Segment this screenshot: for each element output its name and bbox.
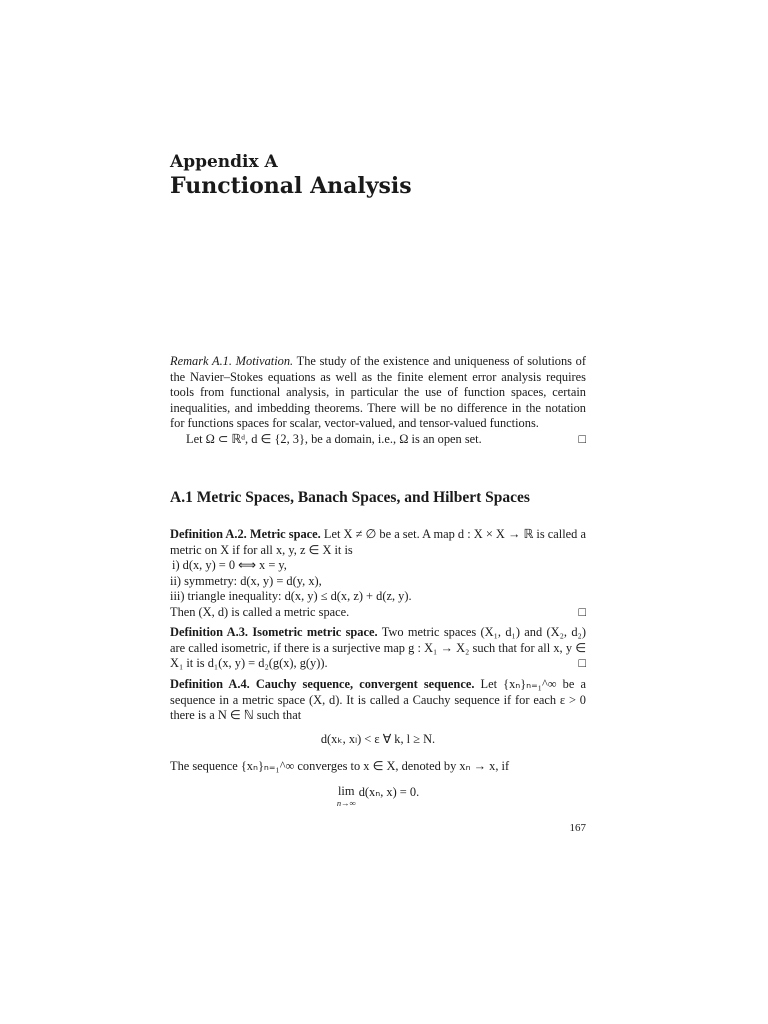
definition-a2 — [170, 527, 586, 621]
limit-expression: d(xₙ, x) = 0. — [358, 785, 420, 799]
section-title: A.1 Metric Spaces, Banach Spaces, and Hilbert Spaces — [170, 489, 530, 506]
def2-last-row — [170, 605, 586, 621]
def2-line-4: Then (X, d) is called a metric space. — [170, 604, 350, 619]
def2-line-2: ii) symmetry: d(x, y) = d(y, x), — [170, 573, 322, 588]
qed-symbol: □ — [578, 431, 586, 446]
display-equation-1: d(xₖ, xₗ) < ε ∀ k, l ≥ N. — [320, 732, 436, 746]
remark-block — [170, 354, 586, 448]
definition-a3 — [170, 625, 586, 672]
chapter-title: Functional Analysis — [170, 173, 412, 199]
def4-text2: The sequence {xₙ}ₙ₌₁^∞ converges to x ∈ X, denoted by xₙ → x, if — [170, 759, 510, 773]
def2-line-1: i) d(x, y) = 0 ⟺ x = y, — [172, 558, 287, 573]
def3-head: Definition A.3. Isometric metric space. — [170, 625, 378, 639]
definition-a4 — [170, 677, 586, 724]
limit-word: lim — [337, 784, 355, 798]
def2-line-0: Let X ≠ ∅ be a set. A map d : X × X → ℝ is called a metric on X if for all x, y, z ∈ X it is — [170, 527, 586, 557]
def4-text2-block — [170, 759, 586, 775]
display-equation-2 — [170, 784, 586, 807]
qed-symbol: □ — [578, 656, 586, 671]
def2-head: Definition A.2. Metric space. — [170, 527, 321, 541]
remark-text2-row — [170, 432, 586, 448]
def2-line-3: iii) triangle inequality: d(x, y) ≤ d(x, z) + d(z, y). — [170, 589, 412, 604]
remark-text: The study of the existence and uniqueness of solutions of the Navier–Stokes equations as well as the finite element error analysis requires tools from functional analysis, in particular the use of function spaces, certain inequalities, and imbedding theorems. There will be no difference in the notation for functions spaces for scalar, vector-valued, and tensor-valued functions. — [170, 354, 586, 431]
remark-text2: Let Ω ⊂ ℝᵈ, d ∈ {2, 3}, be a domain, i.e., Ω is an open set. — [186, 431, 482, 446]
limit-subscript: n→∞ — [336, 798, 356, 808]
def4-text: Let {xₙ}ₙ₌₁^∞ be a sequence in a metric space (X, d). It is called a Cauchy sequence if for each ε > 0 there is a N ∈ ℕ such that — [170, 677, 586, 723]
def3-text: Two metric spaces (X₁, d₁) and (X₂, d₂) are called isometric, if there is a surjective map g : X₁ → X₂ such that for all x, y ∈ X₁ it is d₁(x, y) = d₂(g(x), g(y)). — [170, 625, 586, 671]
qed-symbol: □ — [578, 604, 586, 619]
page-number: 167 — [569, 822, 586, 834]
def4-head: Definition A.4. Cauchy sequence, convergent sequence. — [170, 677, 475, 691]
chapter-label: Appendix A — [170, 152, 278, 172]
limit-operator — [337, 784, 356, 807]
remark-head: Remark A.1. Motivation. — [170, 354, 294, 368]
